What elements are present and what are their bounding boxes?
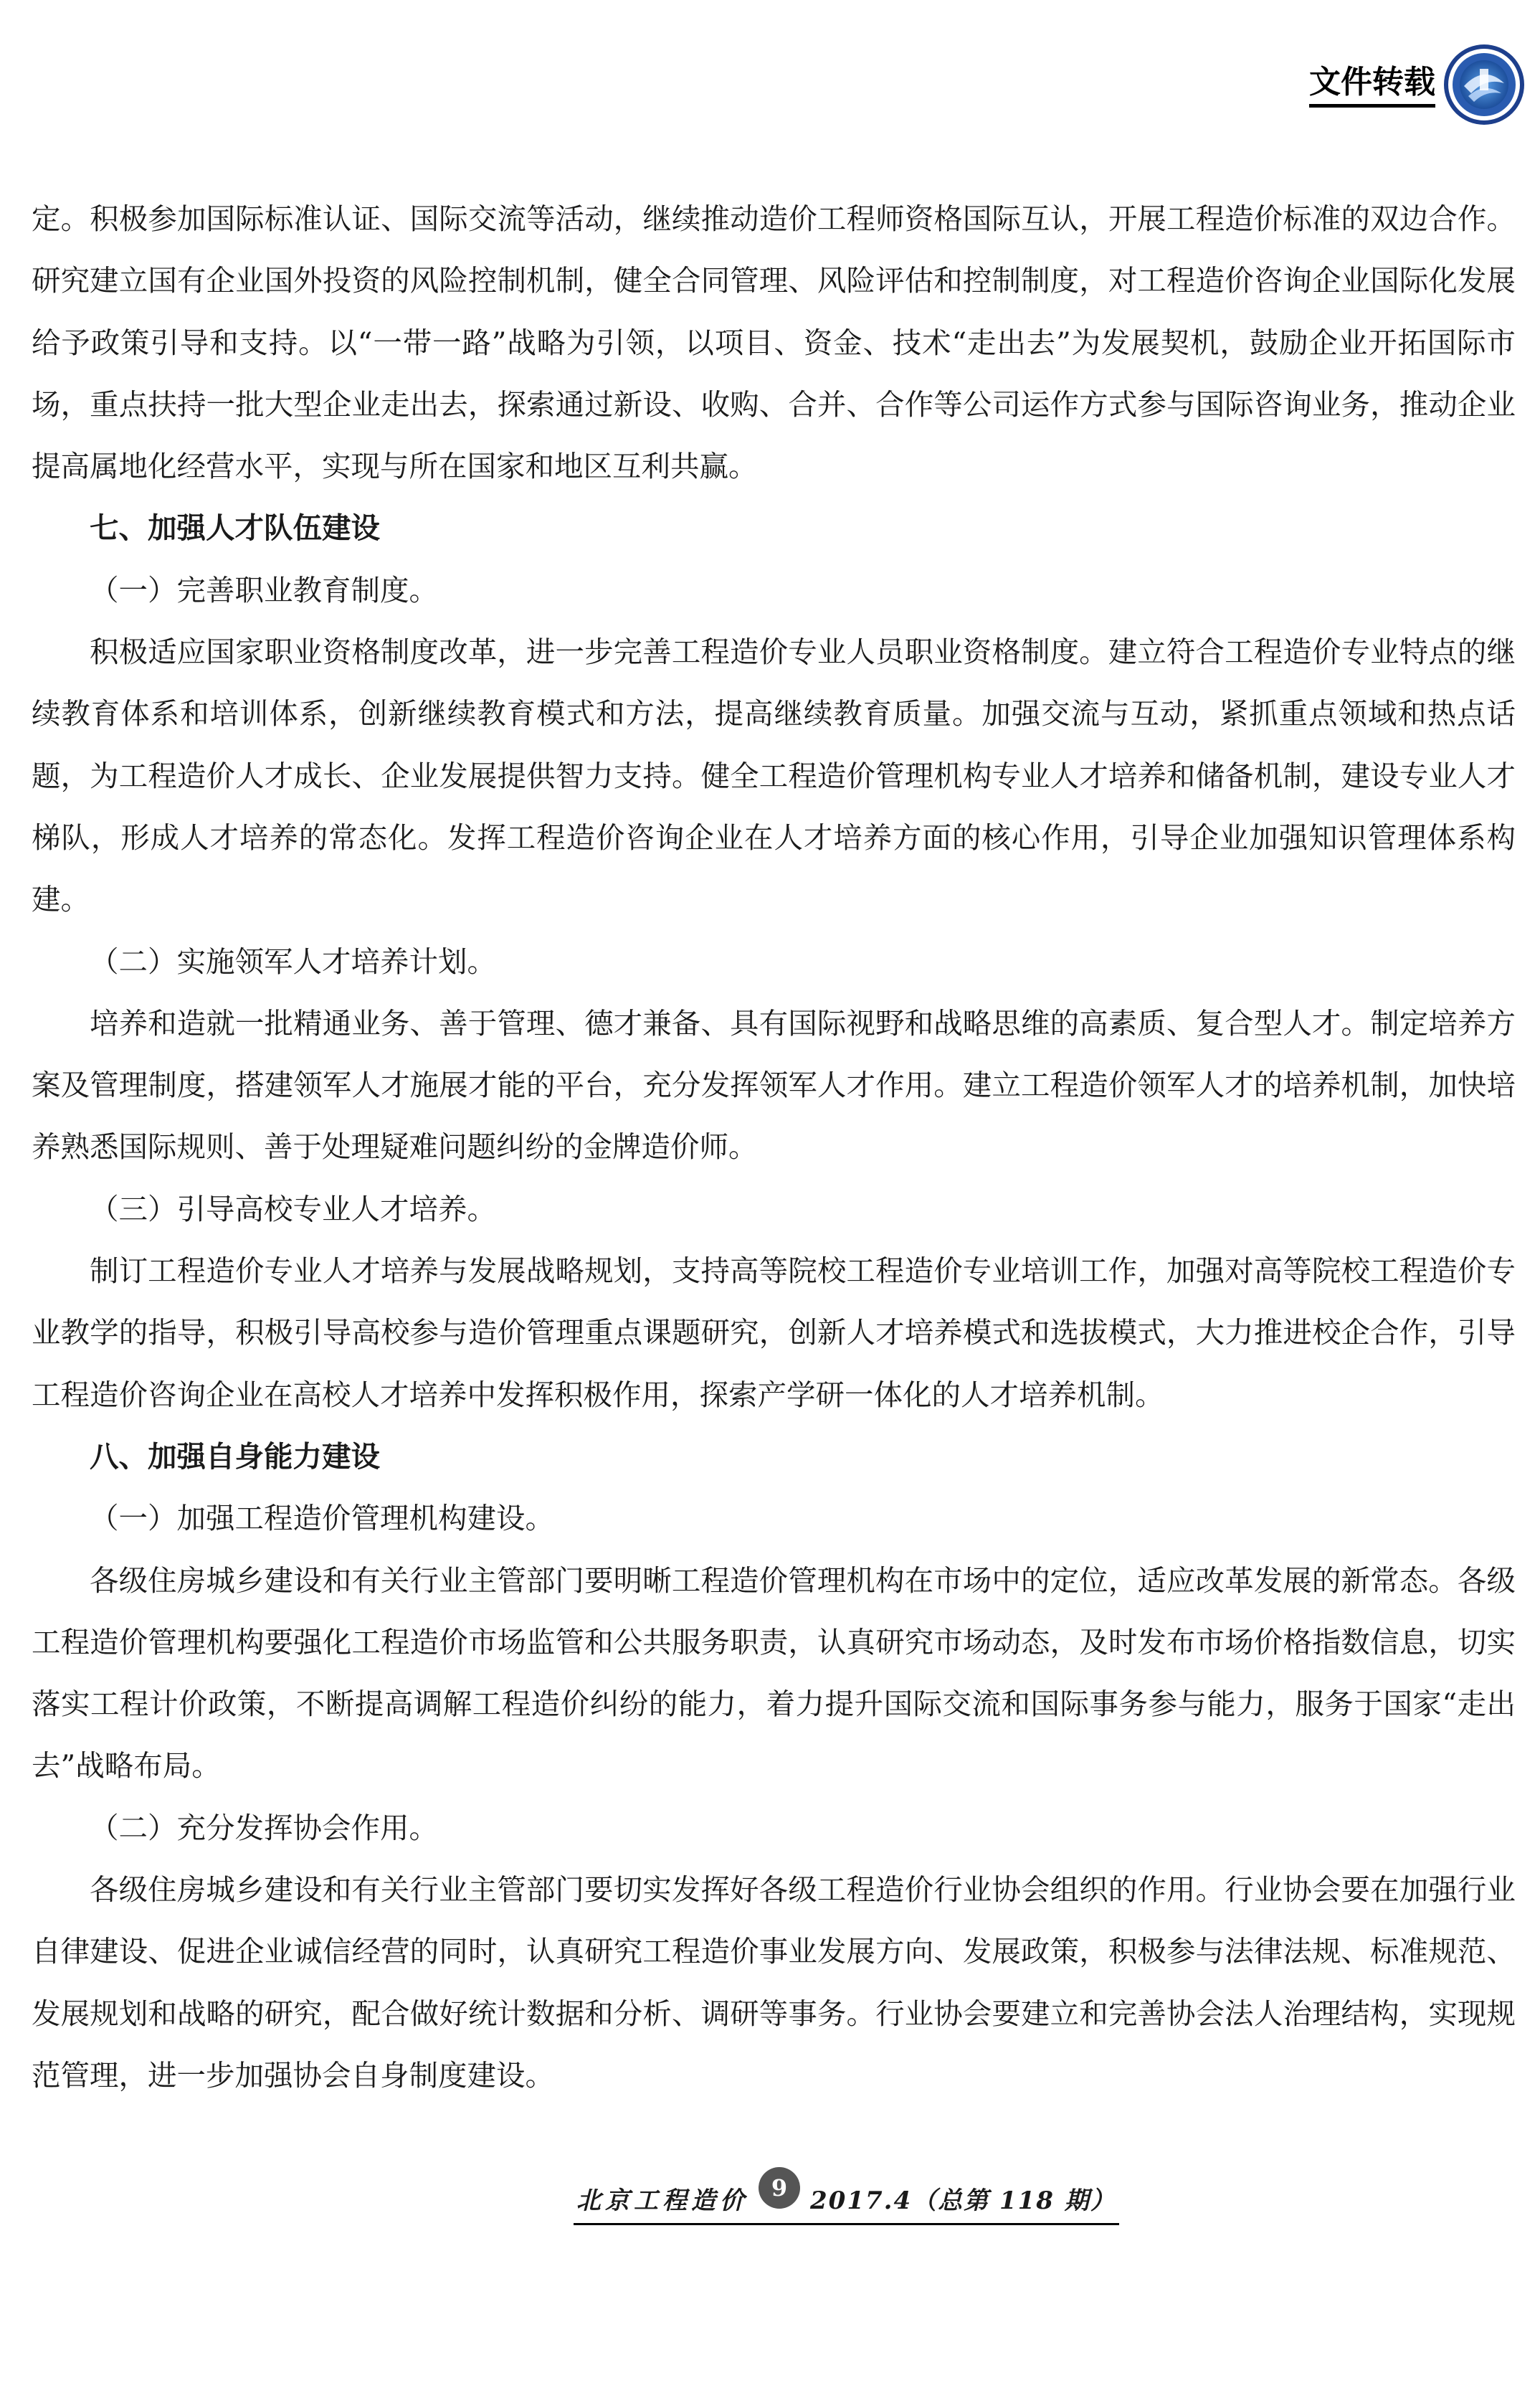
- association-emblem-icon: [1442, 43, 1526, 126]
- subsection-heading: （二）充分发挥协会作用。: [90, 1810, 438, 1845]
- subsection-heading: （一）完善职业教育制度。: [90, 572, 438, 607]
- body-paragraph: 定。积极参加国际标准认证、国际交流等活动，继续推动造价工程师资格国际互认，开展工程造价标准的双边合作。研究建立国有企业国外投资的风险控制机制，健全合同管理、风险评估和控制制度，对工程造价咨询企业国际化发展给予政策引导和支持。以“一带一路”战略为引领，以项目、资金、技术“走出去”为发展契机，鼓励企业开拓国际市场，重点扶持一批大型企业走出去，探索通过新设、收购、合并、合作等公司运作方式参与国际咨询业务，推动企业提高属地化经营水平，实现与所在国家和地区互利共赢。: [32, 202, 1516, 484]
- body-paragraph: 各级住房城乡建设和有关行业主管部门要明晰工程造价管理机构在市场中的定位，适应改革发展的新常态。各级工程造价管理机构要强化工程造价市场监管和公共服务职责，认真研究市场动态，及时发布市场价格指数信息，切实落实工程计价政策，不断提高调解工程造价纠纷的能力，着力提升国际交流和国际事务参与能力，服务于国家“走出去”战略布局。: [32, 1563, 1516, 1783]
- section-heading: 八、加强自身能力建设: [90, 1439, 380, 1474]
- page-header: [1309, 43, 1526, 126]
- subsection-heading: （一）加强工程造价管理机构建设。: [90, 1501, 554, 1536]
- issue-info: 2017.4（总第 118 期）: [810, 2186, 1116, 2215]
- body-paragraph: 制订工程造价专业人才培养与发展战略规划，支持高等院校工程造价专业培训工作，加强对高等院校工程造价专业教学的指导，积极引导高校参与造价管理重点课题研究，创新人才培养模式和选拔模式，大力推进校企合作，引导工程造价咨询企业在高校人才培养中发挥积极作用，探索产学研一体化的人才培养机制。: [32, 1254, 1516, 1412]
- body-paragraph: 各级住房城乡建设和有关行业主管部门要切实发挥好各级工程造价行业协会组织的作用。行业协会要在加强行业自律建设、促进企业诚信经营的同时，认真研究工程造价事业发展方向、发展政策，积极参与法律法规、标准规范、发展规划和战略的研究，配合做好统计数据和分析、调研等事务。行业协会要建立和完善协会法人治理结构，实现规范管理，进一步加强协会自身制度建设。: [32, 1872, 1516, 2093]
- section-title: 文件转载: [1309, 62, 1435, 108]
- document-body: [32, 188, 1516, 2106]
- body-paragraph: 积极适应国家职业资格制度改革，进一步完善工程造价专业人员职业资格制度。建立符合工程造价专业特点的继续教育体系和培训体系，创新继续教育模式和方法，提高继续教育质量。加强交流与互动，紧抓重点领域和热点话题，为工程造价人才成长、企业发展提供智力支持。健全工程造价管理机构专业人才培养和储备机制，建设专业人才梯队，形成人才培养的常态化。发挥工程造价咨询企业在人才培养方面的核心作用，引导企业加强知识管理体系构建。: [32, 635, 1516, 917]
- page-number-badge: 9: [759, 2167, 800, 2209]
- page-footer: [574, 2174, 1119, 2225]
- subsection-heading: （三）引导高校专业人才培养。: [90, 1191, 496, 1226]
- journal-name: 北京工程造价: [576, 2186, 748, 2215]
- section-heading: 七、加强人才队伍建设: [90, 511, 380, 546]
- subsection-heading: （二）实施领军人才培养计划。: [90, 944, 496, 979]
- body-paragraph: 培养和造就一批精通业务、善于管理、德才兼备、具有国际视野和战略思维的高素质、复合型人才。制定培养方案及管理制度，搭建领军人才施展才能的平台，充分发挥领军人才作用。建立工程造价领军人才的培养机制，加快培养熟悉国际规则、善于处理疑难问题纠纷的金牌造价师。: [32, 1005, 1516, 1165]
